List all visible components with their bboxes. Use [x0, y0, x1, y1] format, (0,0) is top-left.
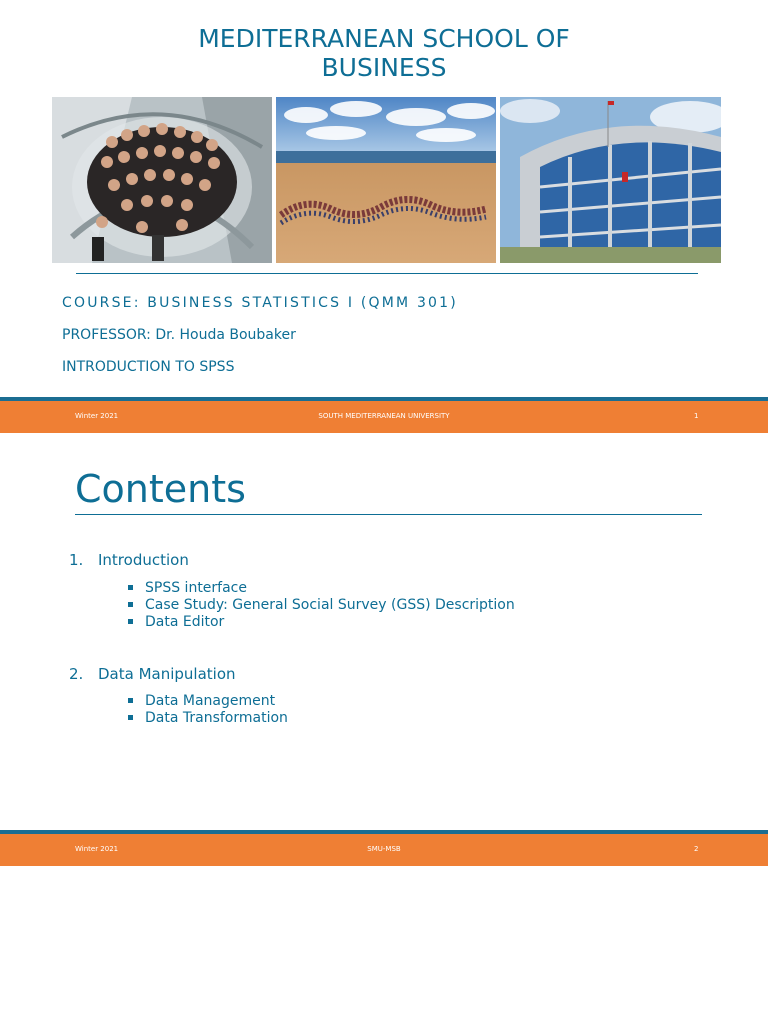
section-label: Introduction: [98, 551, 189, 569]
section-items: [128, 580, 515, 631]
school-title-line-1: MEDITERRANEAN SCHOOL OF: [198, 24, 570, 53]
slide-2-footer: [0, 830, 768, 866]
footer-organization: SMU-MSB: [367, 845, 401, 853]
title-divider: [76, 273, 698, 274]
contents-title: Contents: [75, 467, 246, 511]
footer-term: Winter 2021: [75, 412, 119, 420]
group-photo: [52, 97, 272, 263]
section-items: [128, 693, 288, 727]
section-number: 1.: [69, 551, 84, 569]
square-bullet-icon: [128, 698, 133, 703]
footer-page-number: 2: [694, 845, 699, 853]
professor-label: PROFESSOR: Dr. Houda Boubaker: [62, 327, 296, 343]
square-bullet-icon: [128, 602, 133, 607]
beach-photo: [276, 97, 496, 263]
list-item: SPSS interface: [128, 580, 515, 597]
footer-term: Winter 2021: [75, 845, 119, 853]
section-number: 2.: [69, 665, 84, 683]
section-label: Data Manipulation: [98, 665, 236, 683]
photo-strip: [52, 97, 721, 263]
school-title-line-2: BUSINESS: [321, 53, 447, 82]
slide-2: [0, 433, 768, 866]
slide-1: [0, 0, 768, 433]
section-heading: [69, 551, 189, 569]
list-item: Data Editor: [128, 614, 515, 631]
footer-page-number: 1: [694, 412, 699, 420]
course-label: COURSE: BUSINESS STATISTICS I (QMM 301): [62, 295, 458, 311]
list-item: Data Transformation: [128, 710, 288, 727]
topic-label: INTRODUCTION TO SPSS: [62, 359, 235, 375]
square-bullet-icon: [128, 585, 133, 590]
square-bullet-icon: [128, 619, 133, 624]
section-heading: [69, 665, 236, 683]
list-item: Data Management: [128, 693, 288, 710]
footer-organization: SOUTH MEDITERRANEAN UNIVERSITY: [318, 412, 450, 420]
slide-1-footer: [0, 397, 768, 433]
contents-divider: [75, 514, 702, 515]
building-photo: [500, 97, 721, 263]
list-item: Case Study: General Social Survey (GSS) Description: [128, 597, 515, 614]
square-bullet-icon: [128, 715, 133, 720]
school-title: [0, 24, 768, 82]
